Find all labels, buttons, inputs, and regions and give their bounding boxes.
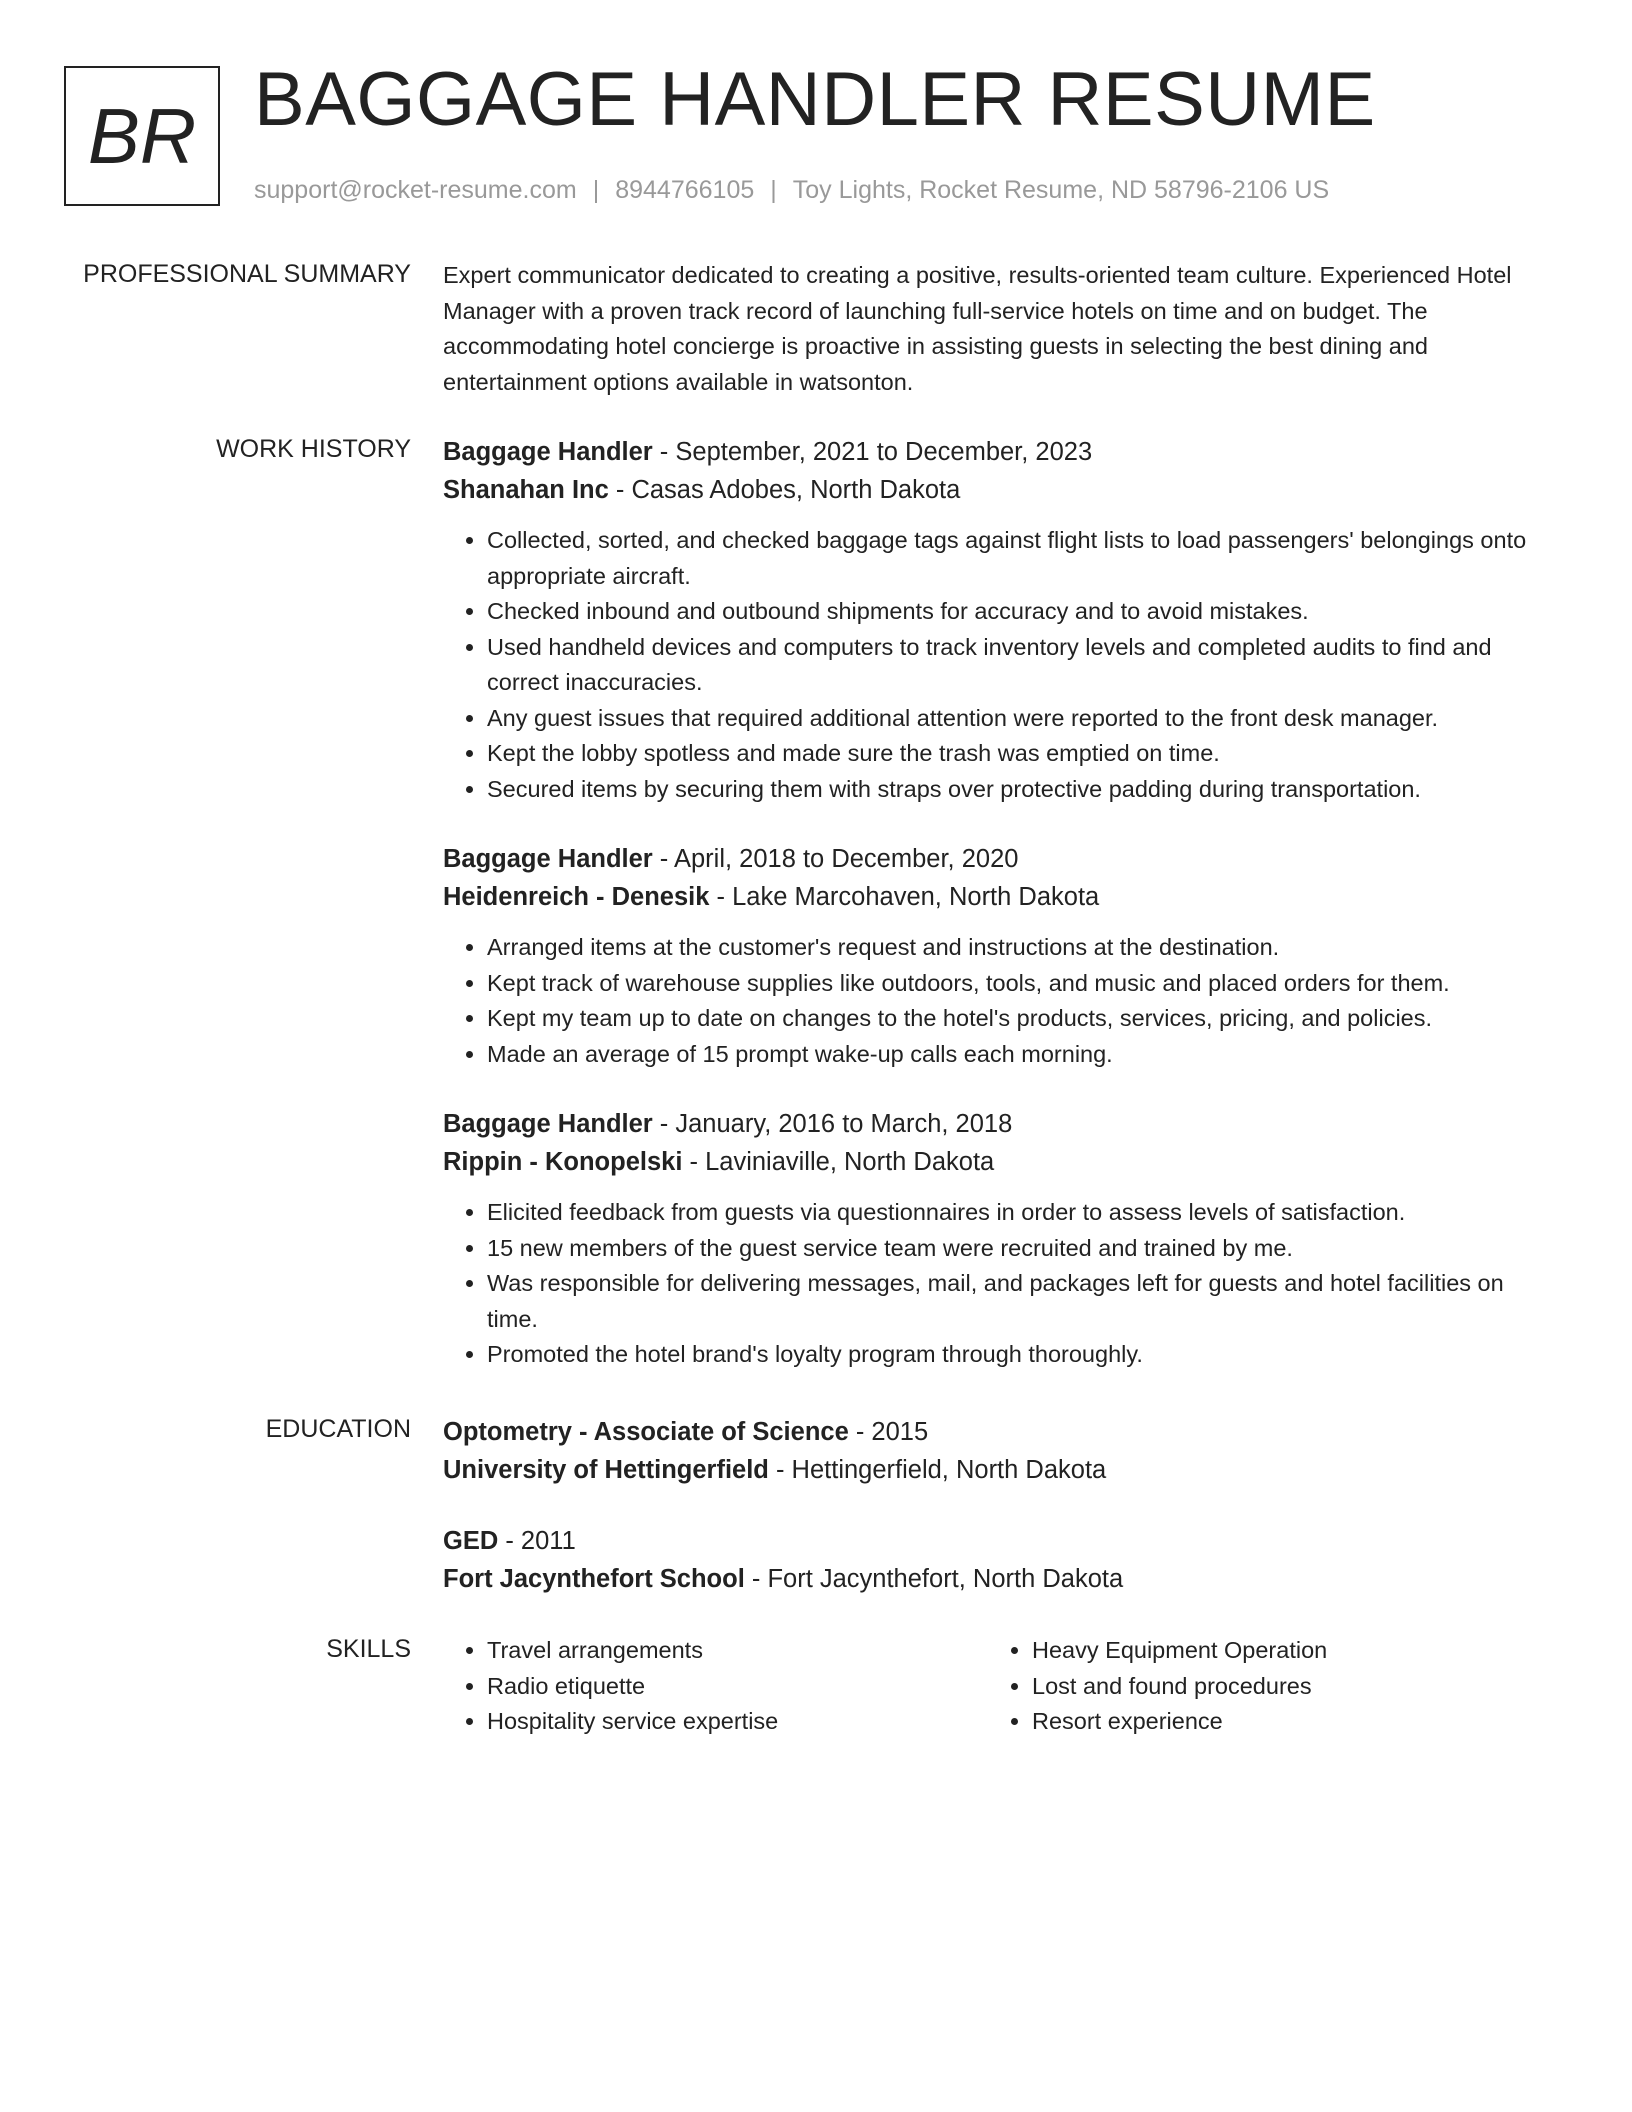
job-dates: - January, 2016 to March, 2018 [652,1110,1013,1138]
contact-email: support@rocket-resume.com [254,176,577,204]
skills-column-left [443,1633,988,1740]
job-bullet: • Collected, sorted, and checked baggage tags against flight lists to load passengers' belongings onto appropriate aircraft. [487,523,1543,594]
job-company: Heidenreich - Denesik [443,883,710,911]
job-dates: - September, 2021 to December, 2023 [652,438,1093,466]
job-company: Shanahan Inc [443,476,609,504]
job-location: - Laviniaville, North Dakota [682,1148,995,1176]
job-dates: - April, 2018 to December, 2020 [652,845,1019,873]
job-location: - Lake Marcohaven, North Dakota [709,883,1100,911]
education-school: Fort Jacynthefort School [443,1565,745,1593]
section-label-work-history: WORK HISTORY [216,435,411,463]
job-location: - Casas Adobes, North Dakota [608,476,961,504]
skill-item: • Resort experience [1032,1704,1533,1740]
job-bullets [443,523,1543,807]
job-title: Baggage Handler [443,1110,653,1138]
contact-phone: 8944766105 [615,176,755,204]
job-title: Baggage Handler [443,845,653,873]
job-bullet: • Kept my team up to date on changes to the hotel's products, services, pricing, and policies. [487,1001,1543,1037]
job-bullet: • Checked inbound and outbound shipments for accuracy and to avoid mistakes. [487,594,1543,630]
education-year: - 2011 [498,1527,576,1555]
monogram-initials: BR [87,91,197,180]
job-company: Rippin - Konopelski [443,1148,683,1176]
job-bullets [443,1195,1543,1373]
job-bullet: • Was responsible for delivering messages, mail, and packages left for guests and hotel facilities on time. [487,1266,1543,1337]
skills-grid [443,1633,1543,1740]
education-entry [443,1413,1543,1489]
contact-separator: | [770,176,777,204]
job-bullet: • Kept track of warehouse supplies like outdoors, tools, and music and placed orders for them. [487,966,1543,1002]
education-location: - Hettingerfield, North Dakota [768,1456,1107,1484]
section-label-summary: PROFESSIONAL SUMMARY [83,260,411,288]
summary-text: Expert communicator dedicated to creating a positive, results-oriented team culture. Experienced Hotel Manager with a proven track record of launching full-service hotels on time and on budget. The accommodating hotel concierge is proactive in assisting guests in selecting the best dining and entertainment options available in watsonton. [443,262,1512,395]
section-label-skills: SKILLS [326,1635,411,1663]
skill-item: • Hospitality service expertise [487,1704,988,1740]
job-bullet: • Promoted the hotel brand's loyalty program through thoroughly. [487,1337,1543,1373]
job-bullet: • Elicited feedback from guests via questionnaires in order to assess levels of satisfaction. [487,1195,1543,1231]
monogram-logo [64,66,220,206]
education-degree: GED [443,1527,499,1555]
education-entry [443,1522,1543,1598]
skill-item: • Travel arrangements [487,1633,988,1669]
contact-address: Toy Lights, Rocket Resume, ND 58796-2106 US [792,176,1330,204]
contact-separator: | [592,176,600,204]
education-year: - 2015 [848,1418,929,1446]
job-bullet: • Made an average of 15 prompt wake-up calls each morning. [487,1037,1543,1073]
section-label-education: EDUCATION [265,1415,411,1443]
skill-item: • Lost and found procedures [1032,1669,1533,1705]
education-location: - Fort Jacynthefort, North Dakota [744,1565,1124,1593]
skill-item: • Radio etiquette [487,1669,988,1705]
job-bullet: • Arranged items at the customer's request and instructions at the destination. [487,930,1543,966]
skill-item: • Heavy Equipment Operation [1032,1633,1533,1669]
job-bullets [443,930,1543,1072]
contact-line [254,174,1329,206]
job-entry [443,1105,1543,1373]
job-title: Baggage Handler [443,438,653,466]
resume-title: BAGGAGE HANDLER RESUME [254,57,1376,142]
education-school: University of Hettingerfield [443,1456,769,1484]
job-entry [443,433,1543,807]
job-bullet: • Any guest issues that required additional attention were reported to the front desk manager. [487,701,1543,737]
education-degree: Optometry - Associate of Science [443,1418,849,1446]
job-bullet: • Secured items by securing them with straps over protective padding during transportation. [487,772,1543,808]
job-bullet: • 15 new members of the guest service team were recruited and trained by me. [487,1231,1543,1267]
job-bullet: • Used handheld devices and computers to track inventory levels and completed audits to find and correct inaccuracies. [487,630,1543,701]
job-bullet: • Kept the lobby spotless and made sure the trash was emptied on time. [487,736,1543,772]
job-entry [443,840,1543,1072]
skills-column-right [988,1633,1533,1740]
